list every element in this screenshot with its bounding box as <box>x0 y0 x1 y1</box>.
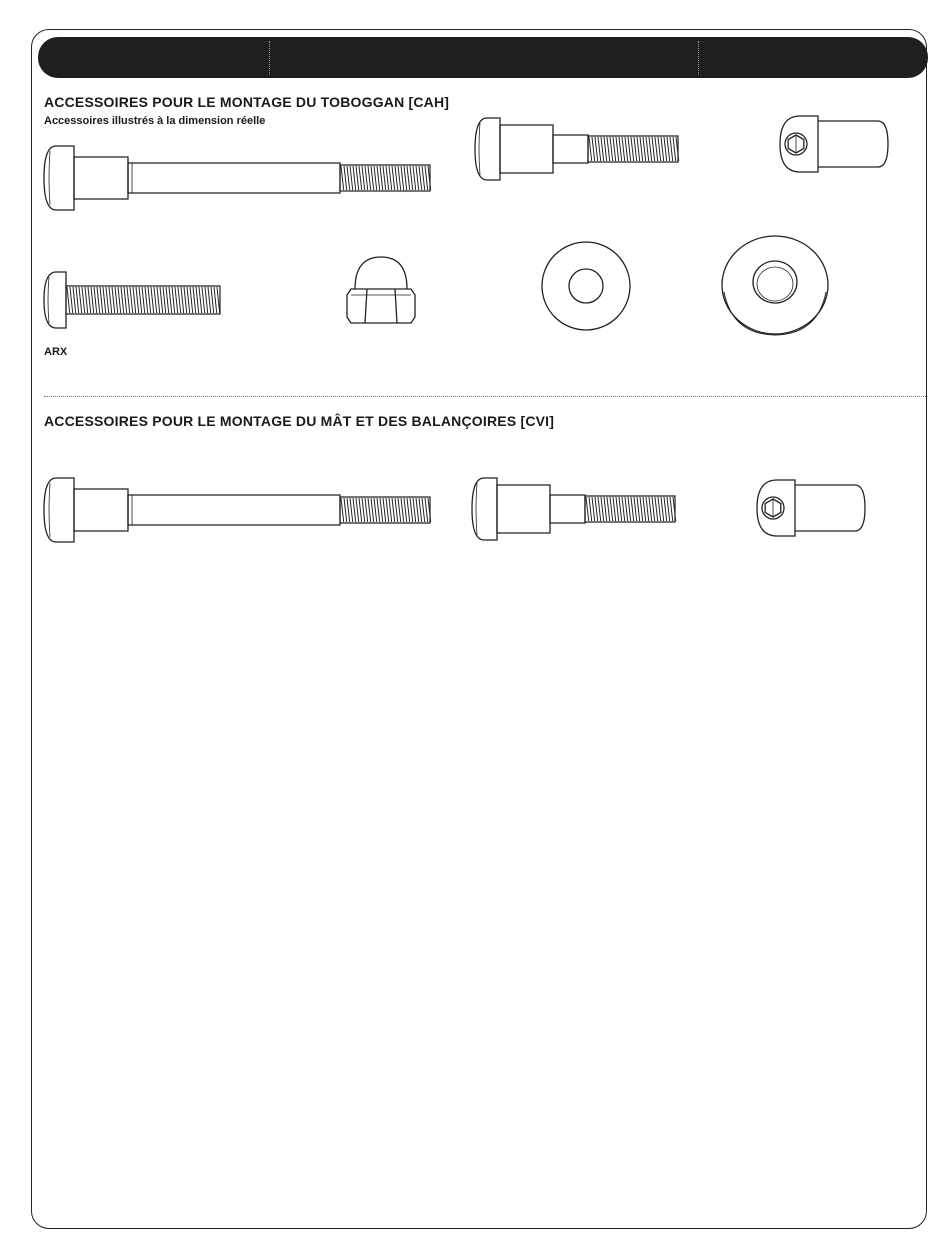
header-separator <box>269 41 270 75</box>
large-washer-icon <box>720 234 830 336</box>
section-title-slide: ACCESSOIRES POUR LE MONTAGE DU TOBOGGAN [CAH] <box>44 94 450 110</box>
section-subtitle: Accessoires illustrés à la dimension réelle <box>44 115 266 127</box>
section-title-pole: ACCESSOIRES POUR LE MONTAGE DU MÂT ET DES BALANÇOIRES [CVI] <box>44 413 555 429</box>
header-separator <box>698 41 699 75</box>
threaded-bolt-icon <box>44 270 224 330</box>
header-bar <box>38 37 928 78</box>
part-code-label: ARX <box>44 346 68 358</box>
flat-washer-icon <box>540 240 632 332</box>
short-shoulder-bolt-icon <box>472 475 677 543</box>
barrel-nut-icon <box>755 478 867 538</box>
acorn-cap-nut-icon <box>345 255 417 327</box>
barrel-nut-icon <box>778 114 890 174</box>
long-shoulder-bolt-icon <box>44 475 434 545</box>
long-shoulder-bolt-icon <box>44 143 434 213</box>
short-shoulder-bolt-icon <box>475 115 680 183</box>
section-divider <box>44 396 926 397</box>
